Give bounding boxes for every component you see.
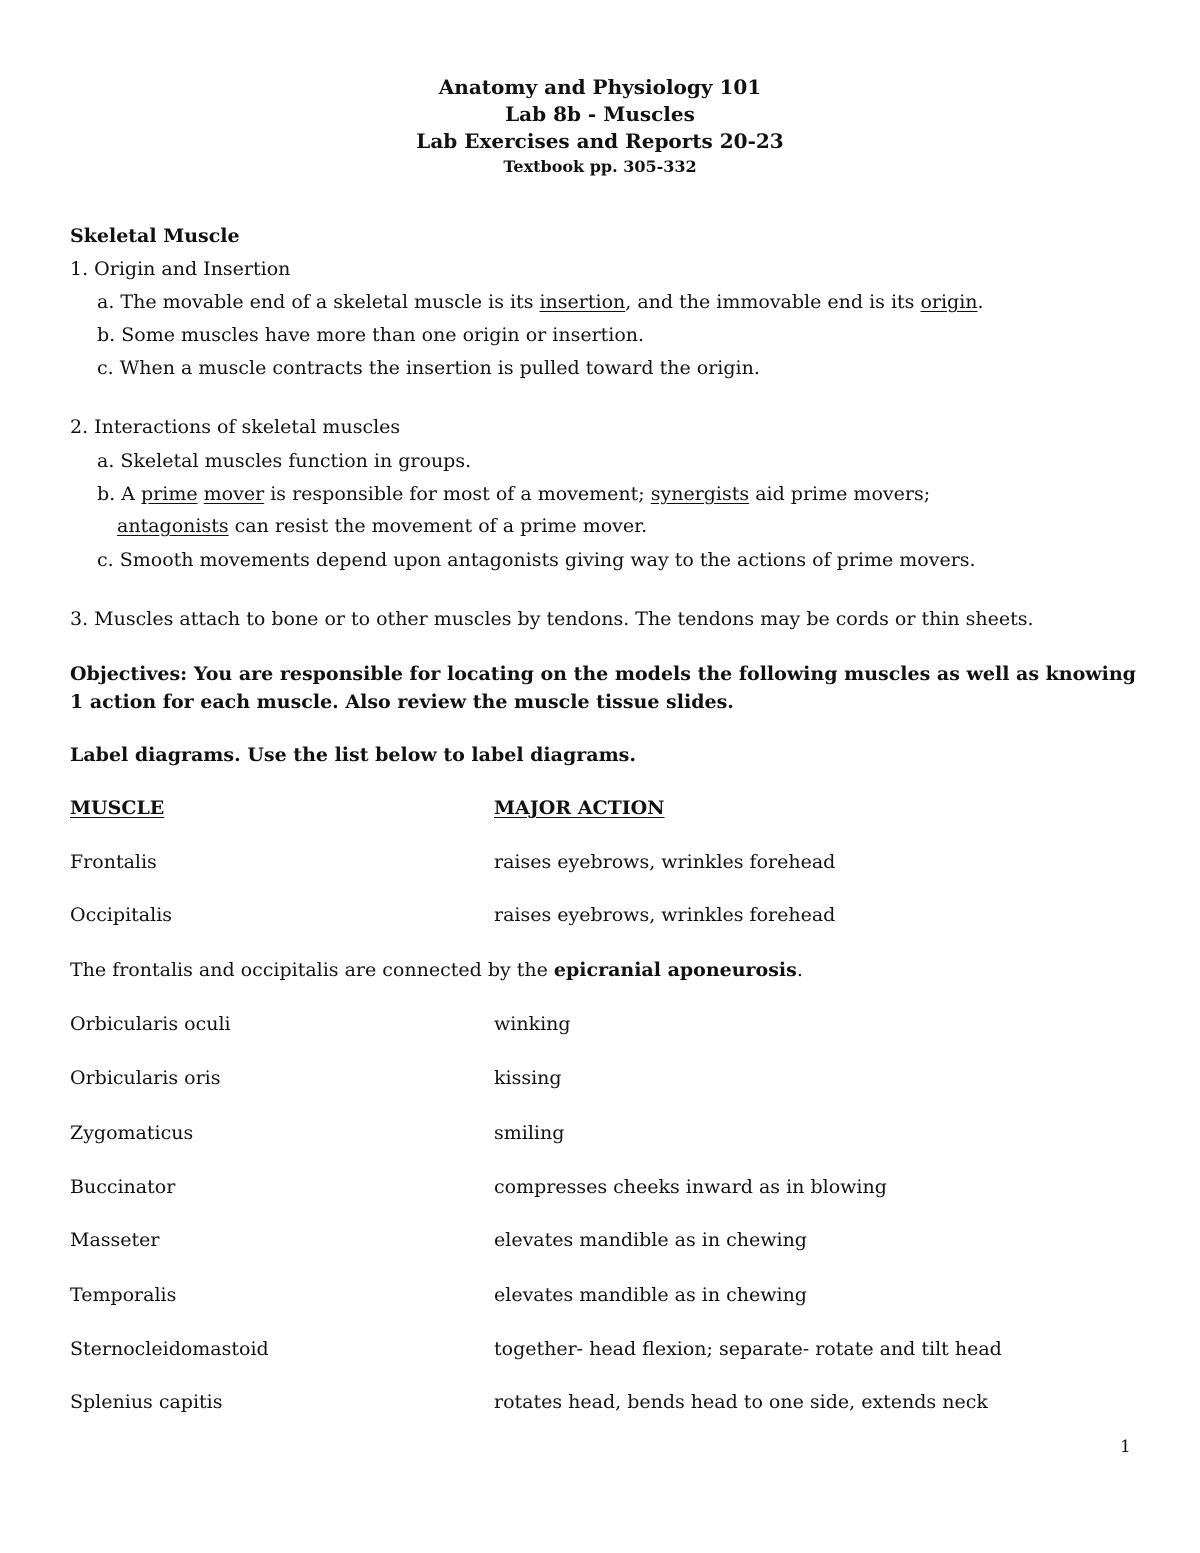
section1-title: 1. Origin and Insertion — [70, 258, 291, 280]
section2-item-b: b. A prime mover is responsible for most of a movement; synergists aid prime movers; — [97, 483, 931, 505]
muscle-action: raises eyebrows, wrinkles forehead — [494, 904, 836, 926]
muscle-action: kissing — [494, 1067, 562, 1089]
column-header-muscle: MUSCLE — [70, 797, 165, 819]
muscle-name: Temporalis — [70, 1284, 177, 1306]
section3-text: 3. Muscles attach to bone or to other muscles by tendons. The tendons may be cords or thin sheets. — [70, 608, 1034, 630]
term-prime: prime — [141, 483, 198, 505]
term-synergists: synergists — [650, 483, 750, 505]
muscle-action: elevates mandible as in chewing — [494, 1284, 807, 1306]
page-number: 1 — [1120, 1437, 1131, 1457]
muscle-name: Masseter — [70, 1229, 160, 1251]
section-title: Skeletal Muscle — [70, 225, 240, 247]
label-instructions: Label diagrams. Use the list below to label diagrams. — [70, 744, 636, 766]
muscle-name: Sternocleidomastoid — [70, 1338, 269, 1360]
term-insertion: insertion — [539, 291, 626, 313]
section1-item-b: b. Some muscles have more than one origin or insertion. — [97, 324, 645, 346]
section2-item-a: a. Skeletal muscles function in groups. — [97, 450, 472, 472]
muscle-action: raises eyebrows, wrinkles forehead — [494, 851, 836, 873]
column-header-action: MAJOR ACTION — [494, 797, 665, 819]
muscle-action: compresses cheeks inward as in blowing — [494, 1176, 887, 1198]
muscle-action: together- head flexion; separate- rotate and tilt head — [494, 1338, 1002, 1360]
muscle-name: Frontalis — [70, 851, 157, 873]
course-title: Anatomy and Physiology 101 — [438, 75, 762, 99]
section1-item-a: a. The movable end of a skeletal muscle is its insertion, and the immovable end is its origin. — [97, 291, 984, 313]
muscle-name: Occipitalis — [70, 904, 173, 926]
aponeurosis-note: The frontalis and occipitalis are connected by the epicranial aponeurosis. — [70, 959, 803, 981]
muscle-action: winking — [494, 1013, 571, 1035]
term-mover: mover — [203, 483, 265, 505]
objectives-text: Objectives: You are responsible for locating on the models the following muscles as well as knowing 1 action for each muscle. Also review the muscle tissue slides. — [70, 663, 1136, 713]
term-origin: origin — [920, 291, 978, 313]
section2-item-b-continued: antagonists can resist the movement of a prime mover. — [117, 515, 648, 537]
muscle-action: smiling — [494, 1122, 565, 1144]
muscle-action: elevates mandible as in chewing — [494, 1229, 807, 1251]
textbook-pages: Textbook pp. 305-332 — [503, 157, 697, 176]
muscle-name: Orbicularis oculi — [70, 1013, 231, 1035]
section1-item-c: c. When a muscle contracts the insertion is pulled toward the origin. — [97, 357, 760, 379]
exercises-title: Lab Exercises and Reports 20-23 — [416, 129, 784, 153]
term-antagonists: antagonists — [117, 515, 229, 537]
muscle-action: rotates head, bends head to one side, extends neck — [494, 1391, 988, 1413]
muscle-name: Buccinator — [70, 1176, 176, 1198]
lab-title: Lab 8b - Muscles — [505, 102, 695, 126]
muscle-name: Splenius capitis — [70, 1391, 223, 1413]
section2-item-c: c. Smooth movements depend upon antagonists giving way to the actions of prime movers. — [97, 549, 976, 571]
section2-title: 2. Interactions of skeletal muscles — [70, 416, 401, 438]
muscle-name: Zygomaticus — [70, 1122, 194, 1144]
muscle-name: Orbicularis oris — [70, 1067, 221, 1089]
